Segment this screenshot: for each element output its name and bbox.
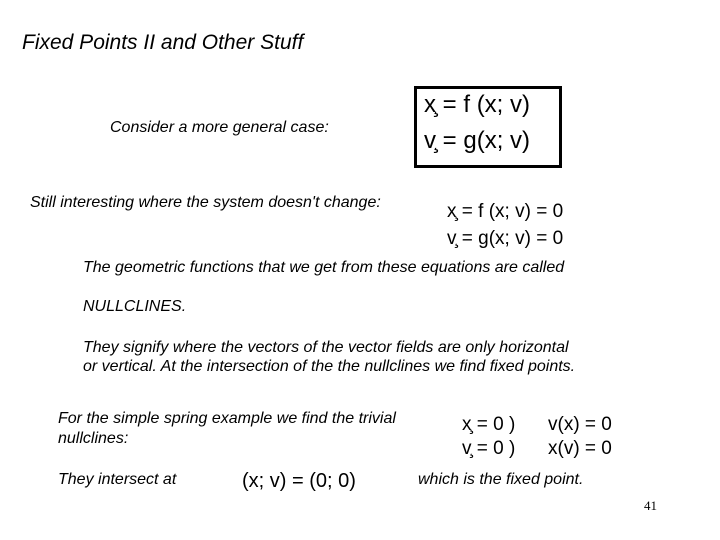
nullclines-line-3: They signify where the vectors of the vector fields are only horizontal <box>83 339 569 356</box>
intersect-label: They intersect at <box>58 471 177 488</box>
nullclines-line-4: or vertical. At the intersection of the the nullclines we find fixed points. <box>83 358 576 375</box>
steady-state-equation-x: x̧ = f (x; v) = 0 <box>447 201 564 222</box>
spring-label-line-1: For the simple spring example we find the trivial <box>58 410 396 427</box>
steady-state-equation-v: v̧ = g(x; v) = 0 <box>447 228 564 249</box>
page-number: 41 <box>644 498 657 513</box>
steady-state-label: Still interesting where the system doesn't change: <box>30 194 381 211</box>
general-case-equation-x: x̧ = f (x; v) <box>424 91 531 118</box>
general-case-equation-box <box>414 86 562 168</box>
slide-title: Fixed Points II and Other Stuff <box>22 31 304 54</box>
spring-nullcline-x: x(v) = 0 <box>548 438 612 459</box>
nullclines-line-2: NULLCLINES. <box>83 298 187 315</box>
general-case-equation-v: v̧ = g(x; v) <box>424 127 531 154</box>
nullclines-line-1: The geometric functions that we get from these equations are called <box>83 259 565 276</box>
fixed-point-equation: (x; v) = (0; 0) <box>242 470 356 492</box>
spring-equation-v: v̧ = 0 ) <box>462 438 516 459</box>
spring-nullcline-v: v(x) = 0 <box>548 414 612 435</box>
spring-equation-x: x̧ = 0 ) <box>462 414 516 435</box>
intersect-suffix: which is the fixed point. <box>418 471 584 488</box>
general-case-label: Consider a more general case: <box>110 119 329 136</box>
spring-label-line-2: nullclines: <box>58 430 129 447</box>
